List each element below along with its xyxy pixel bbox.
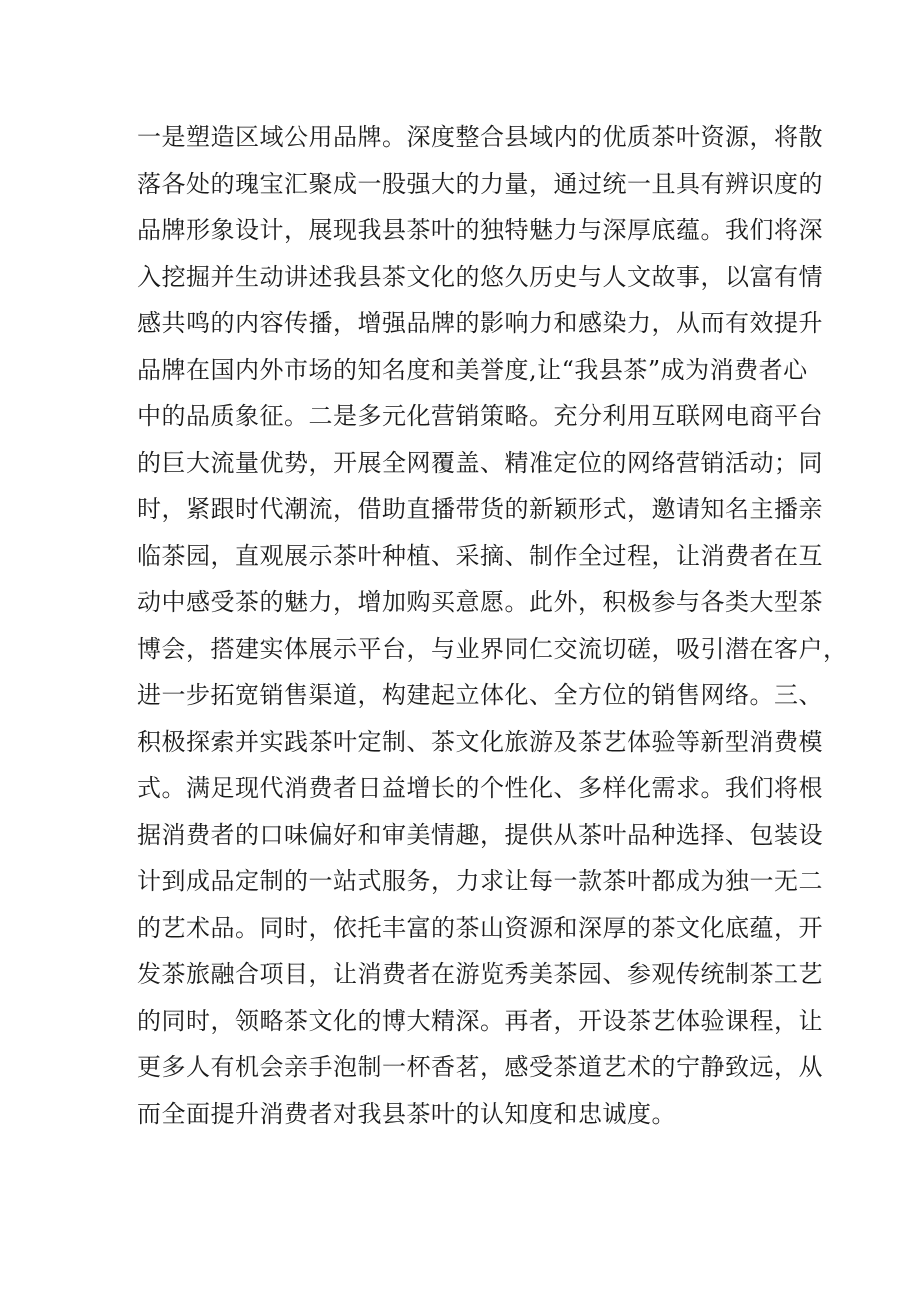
paragraph-line: 落各处的瑰宝汇聚成一股强大的力量，通过统一且具有辨识度的	[137, 169, 823, 198]
paragraph-line: 据消费者的口味偏好和审美情趣，提供从茶叶品种选择、包装设	[137, 820, 823, 849]
paragraph-line: 中的品质象征。二是多元化营销策略。充分利用互联网电商平台	[137, 402, 823, 430]
paragraph-line: 发茶旅融合项目，让消费者在游览秀美茶园、参观传统制茶工艺	[137, 960, 823, 988]
paragraph-line: 临茶园，直观展示茶叶种植、采摘、制作全过程，让消费者在互	[137, 541, 823, 570]
paragraph-line: 的同时，领略茶文化的博大精深。再者，开设茶艺体验课程，让	[137, 1006, 823, 1035]
paragraph-line: 博会，搭建实体展示平台，与业界同仁交流切磋，吸引潜在客户，	[137, 634, 848, 663]
paragraph-line: 动中感受茶的魅力，增加购买意愿。此外，积极参与各类大型茶	[137, 588, 823, 616]
paragraph-line: 式。满足现代消费者日益增长的个性化、多样化需求。我们将根	[137, 774, 823, 802]
paragraph-line: 的艺术品。同时，依托丰富的茶山资源和深厚的茶文化底蕴，开	[137, 913, 823, 942]
paragraph-line: 更多人有机会亲手泡制一杯香茗，感受茶道艺术的宁静致远，从	[137, 1053, 823, 1081]
paragraph-line: 品牌形象设计，展现我县茶叶的独特魅力与深厚底蕴。我们将深	[137, 216, 823, 244]
paragraph-line: 进一步拓宽销售渠道，构建起立体化、全方位的销售网络。三、	[137, 681, 823, 709]
body-paragraph	[137, 114, 848, 1137]
paragraph-line: 品牌在国内外市场的知名度和美誉度,让“我县茶”成为消费者心	[137, 355, 808, 384]
paragraph-line: 感共鸣的内容传播，增强品牌的影响力和感染力，从而有效提升	[137, 309, 823, 337]
paragraph-line: 积极探索并实践茶叶定制、茶文化旅游及茶艺体验等新型消费模	[137, 727, 823, 756]
paragraph-line: 时，紧跟时代潮流，借助直播带货的新颖形式，邀请知名主播亲	[137, 495, 823, 523]
paragraph-line: 入挖掘并生动讲述我县茶文化的悠久历史与人文故事，以富有情	[137, 262, 823, 291]
paragraph-line: 的巨大流量优势，开展全网覆盖、精准定位的网络营销活动；同	[137, 448, 823, 477]
paragraph-line: 一是塑造区域公用品牌。深度整合县域内的优质茶叶资源，将散	[137, 123, 823, 151]
paragraph-line: 而全面提升消费者对我县茶叶的认知度和忠诚度。	[137, 1099, 676, 1128]
paragraph-line: 计到成品定制的一站式服务，力求让每一款茶叶都成为独一无二	[137, 867, 823, 895]
